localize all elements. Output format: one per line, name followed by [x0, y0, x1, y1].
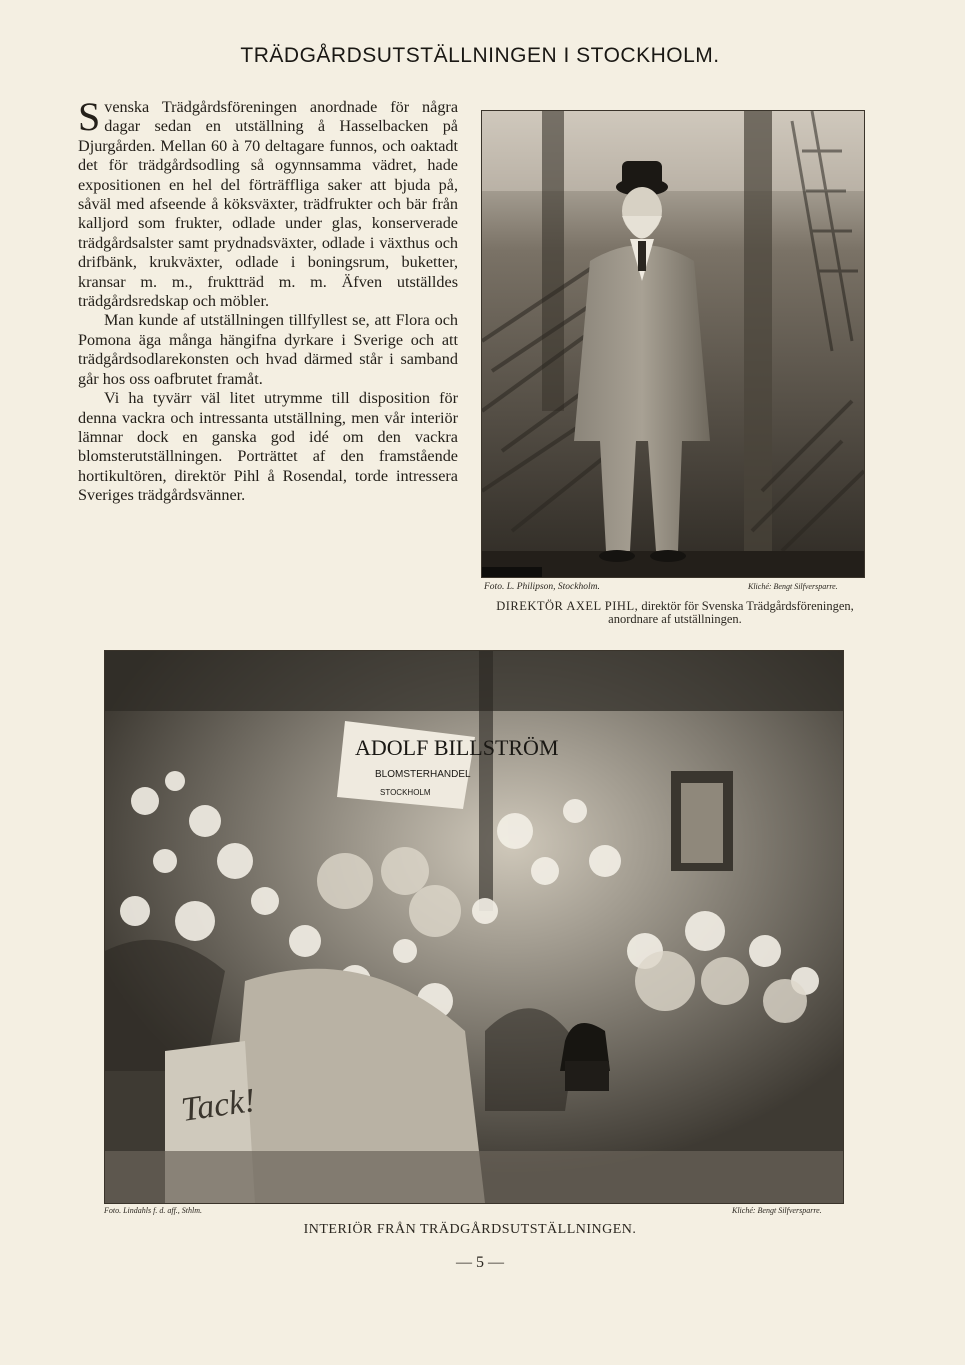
article-body — [78, 94, 458, 506]
svg-text:Tack!: Tack! — [178, 1081, 258, 1129]
portrait-photo-image — [482, 111, 864, 577]
interior-sign-shop: BLOMSTERHANDEL — [375, 769, 471, 780]
interior-cliche-credit: Kliché: Bengt Silfversparre. — [732, 1206, 822, 1215]
portrait-caption — [484, 600, 866, 626]
interior-photo — [104, 650, 844, 1204]
article-paragraph-text: venska Trädgårdsföreningen anordnade för några dagar sedan en utställning å Hasselbacken på Djurgården. Mellan 60 à 70 deltagare funnos, och oaktadt det för trädgårdsodling så ogynnsamma vädret, hade expositionen en hel del förträffliga saker att bjuda på, såväl med afseende å köksväxter, trädfrukter och bär från kalljord som frukter, odlade under glas, konserverade trädgårdsalster samt prydnadsväxter, odlade i växthus och drifbänk, krukväxter, odlade i boningsrum, buketter, kransar m. m., fruktträd m. m. Äfven utställdes trädgårdsredskap och möbler. — [78, 98, 458, 311]
interior-caption: INTERIÖR FRÅN TRÄDGÅRDSUTSTÄLLNINGEN. — [303, 1222, 637, 1237]
article-paragraph — [78, 94, 458, 311]
portrait-caption-text: direktör för Svenska Trädgårdsföreningen, anordnare af utställningen. — [608, 599, 854, 626]
portrait-cliche-credit: Kliché: Bengt Silfversparre. — [748, 582, 838, 591]
page-number: — 5 — — [456, 1254, 504, 1271]
portrait-photo-credit: Foto. L. Philipson, Stockholm. — [484, 582, 600, 592]
portrait-photo — [481, 110, 865, 578]
drop-cap: S — [78, 94, 101, 139]
portrait-caption-name: DIREKTÖR AXEL PIHL, — [496, 599, 639, 613]
article-paragraph: Vi ha tyvärr väl litet utrymme till disposition för denna vackra och intressanta utställning, men vår interiör lämnar dock en ganska god idé om den vackra blomsterutställningen. Porträttet af den framstående hortikultören, direktör Pihl å Rosendal, torde intressera Sveriges trädgårdsvänner. — [78, 389, 458, 505]
interior-sign-name: ADOLF BILLSTRÖM — [355, 735, 559, 760]
article-paragraph: Man kunde af utställningen tillfyllest se, att Flora och Pomona äga många hängifna dyrkare i Sverige och att trädgårdsodlarekonsten och hvad därmed står i samband går hos oss oafbrutet framåt. — [78, 311, 458, 388]
page-title: TRÄDGÅRDSUTSTÄLLNINGEN I STOCKHOLM. — [240, 44, 720, 67]
interior-sign-city: STOCKHOLM — [380, 788, 431, 797]
interior-photo-credit: Foto. Lindahls f. d. aff., Sthlm. — [104, 1206, 203, 1215]
interior-photo-image — [105, 651, 843, 1203]
